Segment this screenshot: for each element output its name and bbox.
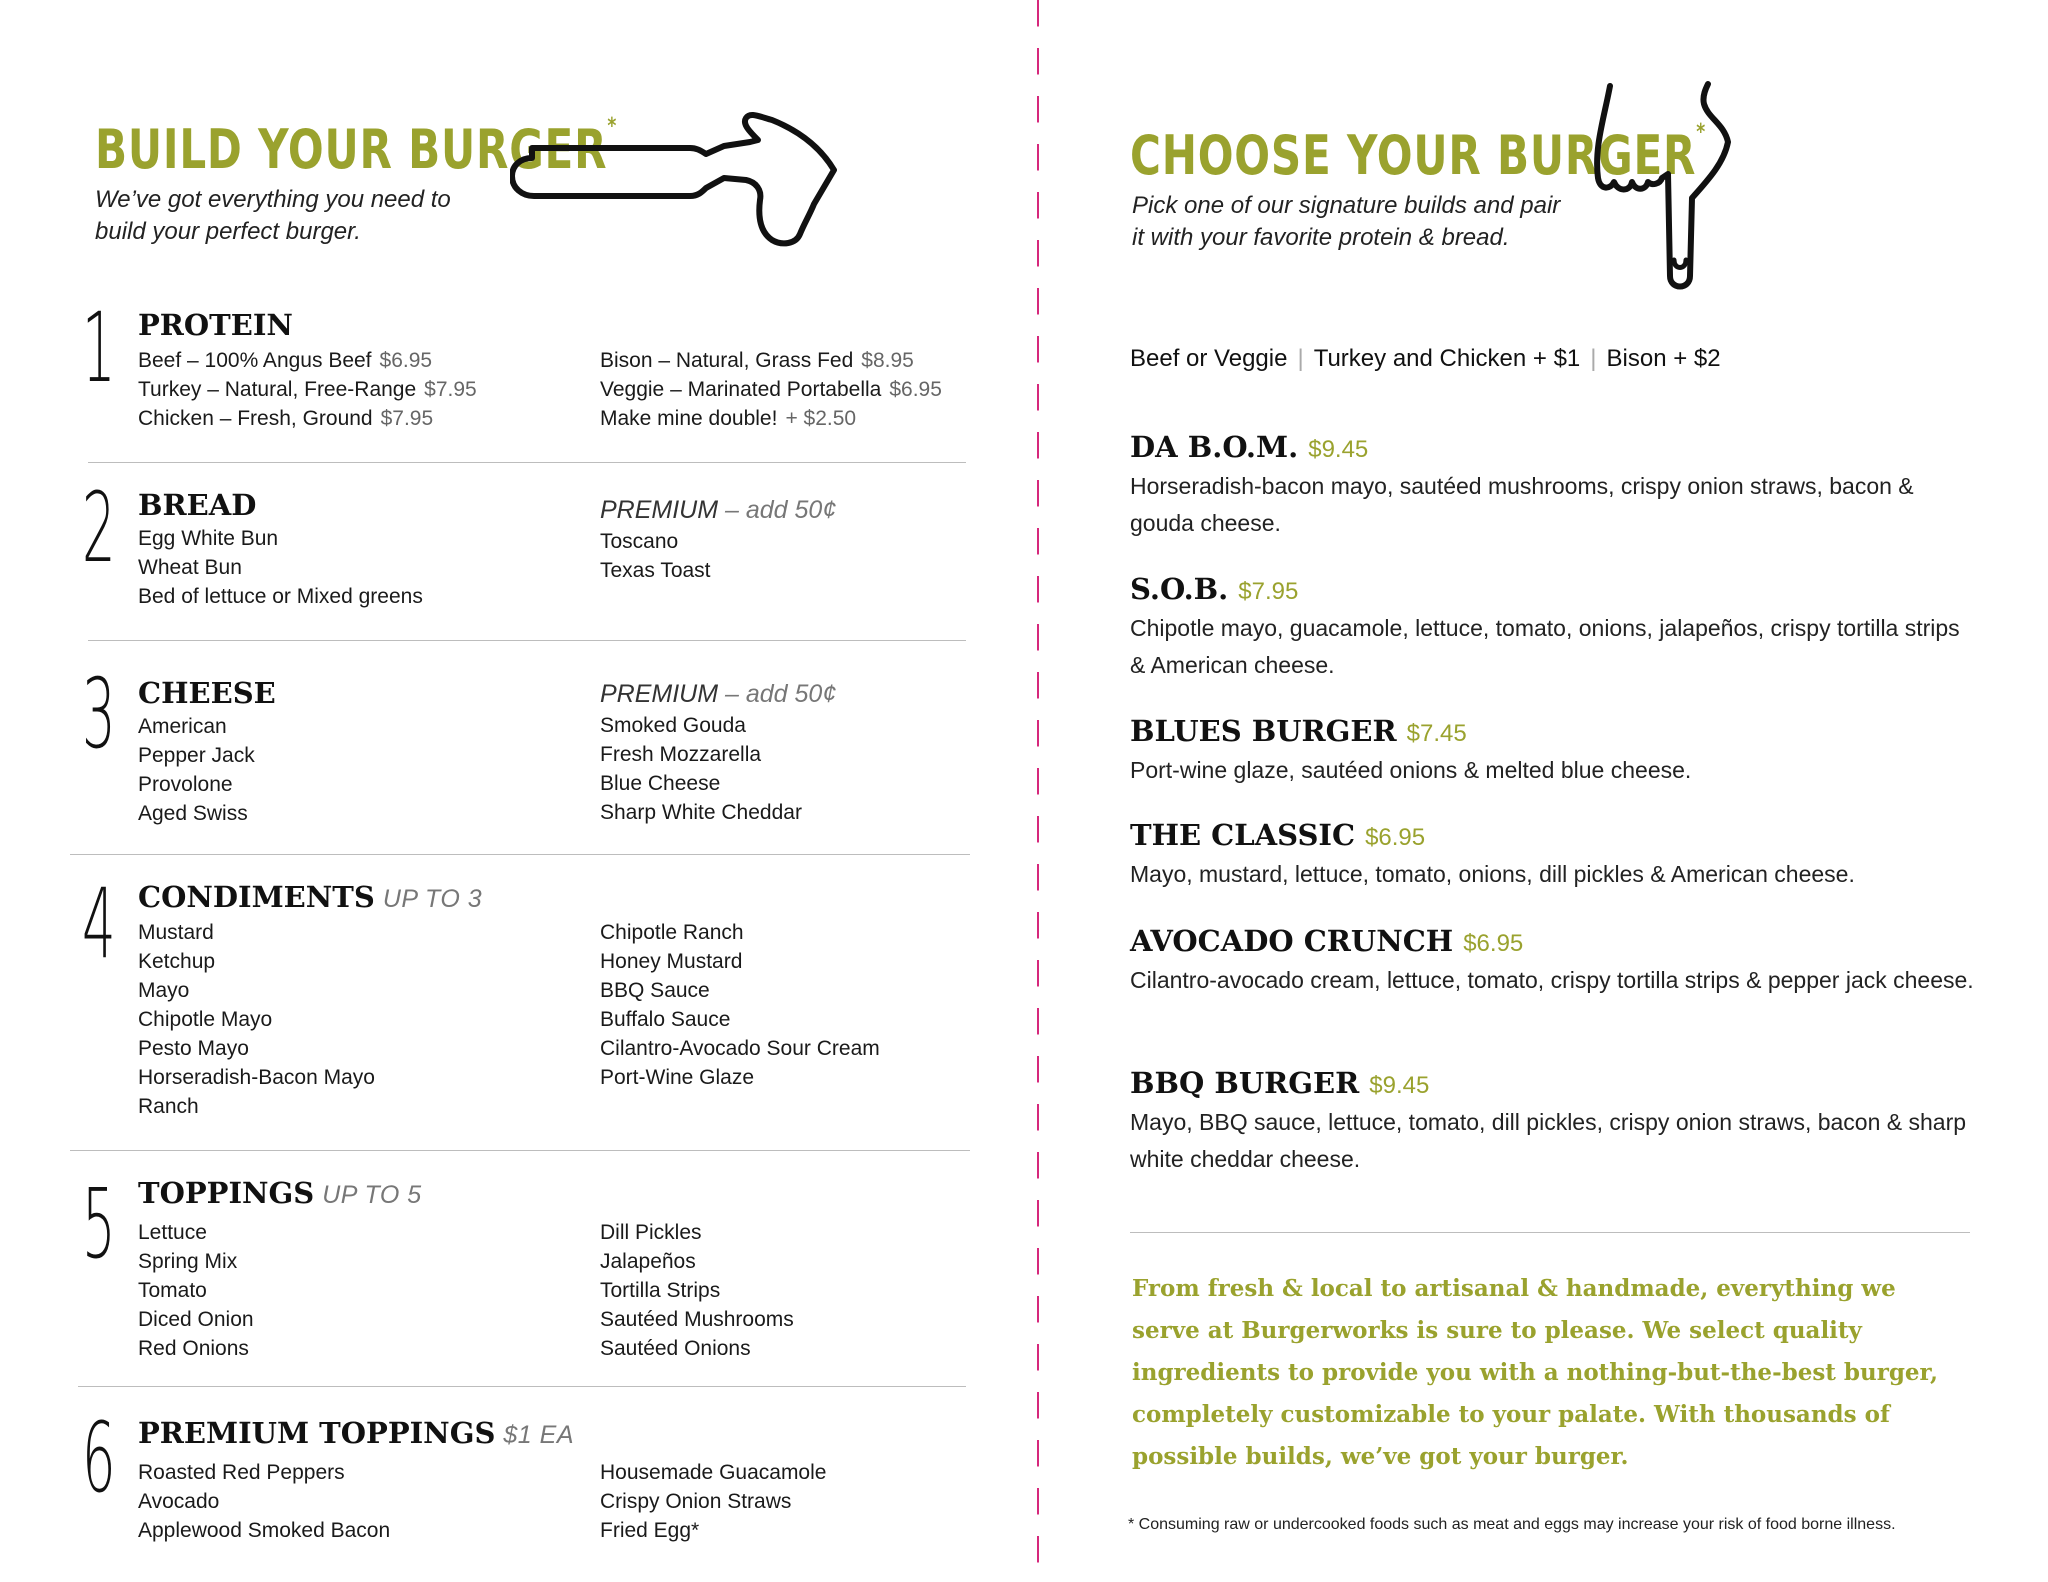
option-item bbox=[600, 346, 942, 375]
burger-price: $9.45 bbox=[1369, 1072, 1430, 1099]
tier-bison: Bison + $2 bbox=[1606, 345, 1721, 372]
option-name: Mayo bbox=[138, 979, 190, 1002]
pointing-hand-icon bbox=[1590, 78, 1750, 298]
build-heading: BUILD YOUR BURGER* bbox=[95, 114, 618, 181]
tier-turkey-chicken: Turkey and Chicken + $1 bbox=[1313, 345, 1581, 372]
option-item bbox=[138, 1218, 254, 1247]
option-price: $6.95 bbox=[379, 349, 433, 372]
option-item bbox=[138, 524, 423, 553]
option-item bbox=[138, 1305, 254, 1334]
option-item bbox=[138, 1334, 254, 1363]
tier-beef-veggie: Beef or Veggie bbox=[1130, 345, 1288, 372]
section-title-text: PREMIUM TOPPINGS bbox=[138, 1416, 496, 1450]
signature-burger bbox=[1130, 572, 1980, 684]
option-item bbox=[600, 711, 836, 740]
option-item bbox=[138, 770, 255, 799]
burger-name: BLUES BURGER bbox=[1130, 714, 1397, 748]
section-title bbox=[138, 1416, 574, 1450]
option-item bbox=[600, 1487, 826, 1516]
option-name: Fried Egg* bbox=[600, 1519, 700, 1542]
section-rule bbox=[88, 640, 966, 641]
option-column bbox=[600, 496, 836, 585]
burger-name: DA B.O.M. bbox=[1130, 430, 1299, 464]
section-rule bbox=[78, 1386, 966, 1387]
option-item bbox=[138, 947, 375, 976]
step-number: 2 bbox=[82, 472, 116, 584]
premium-price-note: – add 50¢ bbox=[725, 680, 837, 708]
option-item bbox=[600, 1034, 880, 1063]
step-number: 5 bbox=[82, 1168, 116, 1280]
option-item bbox=[600, 798, 836, 827]
option-name: Provolone bbox=[138, 773, 233, 796]
option-price: $7.95 bbox=[380, 407, 434, 430]
option-item bbox=[138, 1034, 375, 1063]
option-name: Mustard bbox=[138, 921, 214, 944]
option-name: Make mine double! bbox=[600, 407, 778, 430]
option-item bbox=[600, 769, 836, 798]
option-column bbox=[138, 712, 255, 828]
option-item bbox=[138, 582, 423, 611]
premium-price-note: – add 50¢ bbox=[725, 496, 837, 524]
option-item bbox=[138, 553, 423, 582]
burger-price: $6.95 bbox=[1365, 824, 1426, 851]
step-number: 4 bbox=[82, 868, 116, 980]
section-title bbox=[138, 880, 482, 914]
option-column bbox=[600, 680, 836, 827]
option-column bbox=[138, 1458, 390, 1545]
burger-description: Mayo, mustard, lettuce, tomato, onions, dill pickles & American cheese. bbox=[1130, 861, 1855, 887]
section-title bbox=[138, 676, 276, 710]
section-title bbox=[138, 1176, 422, 1210]
option-item bbox=[600, 947, 880, 976]
option-column bbox=[600, 346, 942, 433]
option-name: Horseradish-Bacon Mayo bbox=[138, 1066, 375, 1089]
option-item bbox=[600, 556, 836, 585]
option-column bbox=[138, 1218, 254, 1363]
section-title-text: CONDIMENTS bbox=[138, 880, 375, 914]
hammer-icon bbox=[510, 110, 860, 250]
option-item bbox=[600, 1005, 880, 1034]
option-item bbox=[138, 799, 255, 828]
option-item bbox=[600, 1305, 794, 1334]
option-item bbox=[600, 1516, 826, 1545]
option-column bbox=[600, 1458, 826, 1545]
option-item bbox=[138, 1487, 390, 1516]
option-name: Port-Wine Glaze bbox=[600, 1066, 755, 1089]
section-title bbox=[138, 308, 293, 342]
burger-description: Port-wine glaze, sautéed onions & melted blue cheese. bbox=[1130, 757, 1692, 783]
section-title-text: CHEESE bbox=[138, 676, 276, 710]
option-item bbox=[138, 976, 375, 1005]
option-name: Tomato bbox=[138, 1279, 207, 1302]
option-name: Egg White Bun bbox=[138, 527, 279, 550]
option-item bbox=[138, 1458, 390, 1487]
protein-price-tiers bbox=[1130, 345, 1721, 373]
option-name: Pepper Jack bbox=[138, 744, 255, 767]
option-name: Dill Pickles bbox=[600, 1221, 702, 1244]
option-item bbox=[138, 1247, 254, 1276]
option-name: Housemade Guacamole bbox=[600, 1461, 827, 1484]
option-item bbox=[600, 1458, 826, 1487]
option-name: Sautéed Mushrooms bbox=[600, 1308, 794, 1331]
section-title-text: PROTEIN bbox=[138, 308, 293, 342]
option-item bbox=[600, 1247, 794, 1276]
option-name: Spring Mix bbox=[138, 1250, 238, 1273]
option-item bbox=[600, 1218, 794, 1247]
option-item bbox=[600, 918, 880, 947]
option-name: Roasted Red Peppers bbox=[138, 1461, 345, 1484]
tier-separator: | bbox=[1590, 345, 1597, 372]
burger-price: $6.95 bbox=[1463, 930, 1524, 957]
burger-description: Chipotle mayo, guacamole, lettuce, tomato, onions, jalapeños, crispy tortilla strips & American cheese. bbox=[1130, 615, 1960, 678]
signature-burger bbox=[1130, 924, 1980, 999]
option-price: + $2.50 bbox=[785, 407, 857, 430]
option-name: Sautéed Onions bbox=[600, 1337, 751, 1360]
section-note: UP TO 5 bbox=[322, 1181, 422, 1209]
section-rule bbox=[70, 854, 970, 855]
option-name: Toscano bbox=[600, 530, 679, 553]
burger-name: AVOCADO CRUNCH bbox=[1130, 924, 1454, 958]
option-name: Bed of lettuce or Mixed greens bbox=[138, 585, 423, 608]
option-name: Fresh Mozzarella bbox=[600, 743, 762, 766]
option-name: Chicken – Fresh, Ground bbox=[138, 407, 373, 430]
burger-description: Horseradish-bacon mayo, sautéed mushrooms, crispy onion straws, bacon & gouda cheese. bbox=[1130, 473, 1914, 536]
option-item bbox=[600, 375, 942, 404]
build-subhead: We’ve got everything you need to build your perfect burger. bbox=[95, 186, 451, 245]
signature-burger bbox=[1130, 818, 1980, 893]
burger-description: Cilantro-avocado cream, lettuce, tomato, crispy tortilla strips & pepper jack cheese. bbox=[1130, 967, 1974, 993]
option-name: Buffalo Sauce bbox=[600, 1008, 731, 1031]
option-item bbox=[138, 375, 477, 404]
section-rule bbox=[70, 1150, 970, 1151]
option-name: Jalapeños bbox=[600, 1250, 696, 1273]
option-item bbox=[600, 1276, 794, 1305]
premium-label: PREMIUM bbox=[600, 680, 719, 708]
option-price: $8.95 bbox=[861, 349, 914, 372]
option-name: Chipotle Ranch bbox=[600, 921, 744, 944]
premium-header bbox=[600, 680, 836, 709]
option-name: Ketchup bbox=[138, 950, 216, 973]
option-name: Bison – Natural, Grass Fed bbox=[600, 349, 854, 372]
option-name: Beef – 100% Angus Beef bbox=[138, 349, 372, 372]
option-name: Ranch bbox=[138, 1095, 199, 1118]
page-divider bbox=[1037, 0, 1039, 1582]
option-item bbox=[138, 1276, 254, 1305]
option-name: BBQ Sauce bbox=[600, 979, 710, 1002]
option-name: American bbox=[138, 715, 227, 738]
option-column bbox=[138, 524, 423, 611]
option-item bbox=[600, 1063, 880, 1092]
option-name: Aged Swiss bbox=[138, 802, 248, 825]
step-number: 3 bbox=[82, 658, 116, 770]
option-column bbox=[138, 918, 375, 1121]
signature-burger bbox=[1130, 1066, 1980, 1178]
option-name: Diced Onion bbox=[138, 1308, 254, 1331]
option-item bbox=[138, 918, 375, 947]
section-title-text: BREAD bbox=[138, 488, 257, 522]
option-name: Red Onions bbox=[138, 1337, 249, 1360]
option-name: Lettuce bbox=[138, 1221, 207, 1244]
option-item bbox=[600, 404, 942, 433]
blurb-rule bbox=[1130, 1232, 1970, 1233]
option-name: Cilantro-Avocado Sour Cream bbox=[600, 1037, 880, 1060]
option-name: Smoked Gouda bbox=[600, 714, 746, 737]
option-item bbox=[138, 712, 255, 741]
option-item bbox=[600, 976, 880, 1005]
burger-price: $7.95 bbox=[1238, 578, 1299, 605]
choose-heading: CHOOSE YOUR BURGER* bbox=[1130, 120, 1706, 187]
option-item bbox=[138, 1063, 375, 1092]
option-name: Pesto Mayo bbox=[138, 1037, 249, 1060]
option-price: $7.95 bbox=[424, 378, 477, 401]
choose-subhead: Pick one of our signature builds and pair it with your favorite protein & bread. bbox=[1132, 192, 1561, 251]
option-column bbox=[600, 918, 880, 1092]
option-name: Applewood Smoked Bacon bbox=[138, 1519, 391, 1542]
option-item bbox=[138, 1092, 375, 1121]
about-blurb: From fresh & local to artisanal & handmade, everything we serve at Burgerworks is sure to please. We select quality ingredients to provide you with a nothing-but-the-best burger, completely customizable to your palate. With thousands of possible builds, we’ve got your burger. bbox=[1132, 1275, 1938, 1470]
option-name: Blue Cheese bbox=[600, 772, 721, 795]
section-rule bbox=[88, 462, 966, 463]
option-item bbox=[138, 1005, 375, 1034]
health-footnote: * Consuming raw or undercooked foods such as meat and eggs may increase your risk of food borne illness. bbox=[1128, 1516, 1896, 1533]
section-title-text: TOPPINGS bbox=[138, 1176, 315, 1210]
option-column bbox=[600, 1218, 794, 1363]
option-column bbox=[138, 346, 477, 433]
option-name: Honey Mustard bbox=[600, 950, 743, 973]
section-note: $1 EA bbox=[503, 1421, 575, 1449]
section-note: UP TO 3 bbox=[382, 885, 483, 913]
burger-name: BBQ BURGER bbox=[1130, 1066, 1360, 1100]
option-name: Wheat Bun bbox=[138, 556, 242, 579]
burger-name: THE CLASSIC bbox=[1130, 818, 1356, 852]
option-name: Tortilla Strips bbox=[600, 1279, 721, 1302]
option-item bbox=[600, 740, 836, 769]
premium-label: PREMIUM bbox=[600, 496, 719, 524]
option-item bbox=[138, 404, 477, 433]
signature-burger bbox=[1130, 714, 1980, 789]
burger-name: S.O.B. bbox=[1130, 572, 1229, 606]
option-name: Sharp White Cheddar bbox=[600, 801, 802, 824]
option-item bbox=[138, 1516, 390, 1545]
option-item bbox=[600, 527, 836, 556]
option-name: Texas Toast bbox=[600, 559, 711, 582]
option-price: $6.95 bbox=[889, 378, 942, 401]
option-name: Veggie – Marinated Portabella bbox=[600, 378, 882, 401]
tier-separator: | bbox=[1297, 345, 1304, 372]
burger-description: Mayo, BBQ sauce, lettuce, tomato, dill pickles, crispy onion straws, bacon & sharp white cheddar cheese. bbox=[1130, 1109, 1967, 1172]
option-name: Avocado bbox=[138, 1490, 220, 1513]
burger-price: $9.45 bbox=[1308, 436, 1369, 463]
option-name: Crispy Onion Straws bbox=[600, 1490, 792, 1513]
premium-header bbox=[600, 496, 836, 525]
step-number: 1 bbox=[82, 292, 116, 404]
option-item bbox=[138, 741, 255, 770]
option-name: Turkey – Natural, Free-Range bbox=[138, 378, 417, 401]
burger-price: $7.45 bbox=[1406, 720, 1467, 747]
signature-burger bbox=[1130, 430, 1980, 542]
step-number: 6 bbox=[82, 1402, 116, 1514]
option-name: Chipotle Mayo bbox=[138, 1008, 273, 1031]
option-item bbox=[138, 346, 477, 375]
option-item bbox=[600, 1334, 794, 1363]
section-title bbox=[138, 488, 256, 522]
